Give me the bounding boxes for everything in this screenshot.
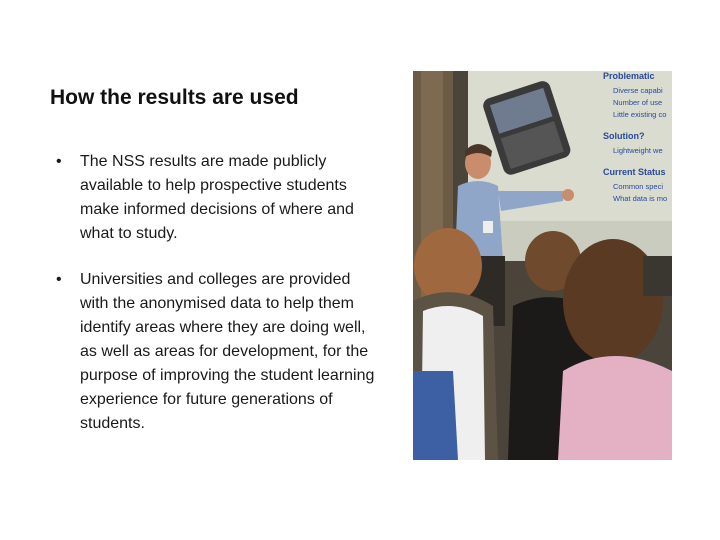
- screen-item: Common speci: [613, 182, 664, 191]
- presentation-photo: [413, 71, 672, 460]
- bullet-marker: •: [56, 271, 62, 288]
- screen-item: What data is mo: [613, 194, 668, 203]
- bullet-list: [52, 150, 382, 436]
- audience: [413, 228, 672, 460]
- bullet-marker: •: [56, 153, 62, 170]
- screen-item: Diverse capabi: [613, 86, 663, 95]
- slide-title: How the results are used: [50, 86, 299, 109]
- bullet-item: [52, 150, 382, 246]
- bullet-text: The NSS results are made publicly available to help prospective students make informed decisions of where and what to study.: [80, 153, 354, 242]
- bullet-item: [52, 268, 382, 436]
- screen-heading: Solution?: [603, 131, 645, 141]
- screen-item: Little existing co: [613, 110, 667, 119]
- screen-item: Lightweight we: [613, 146, 663, 155]
- screen-item: Number of use: [613, 98, 663, 107]
- bullet-text: Universities and colleges are provided with the anonymised data to help them identify areas where they are doing well, as well as areas for development, for the purpose of improving the student learning experience for future generations of students.: [80, 271, 375, 432]
- screen-heading: Current Status: [603, 167, 666, 177]
- screen-heading: Problematic: [603, 71, 655, 81]
